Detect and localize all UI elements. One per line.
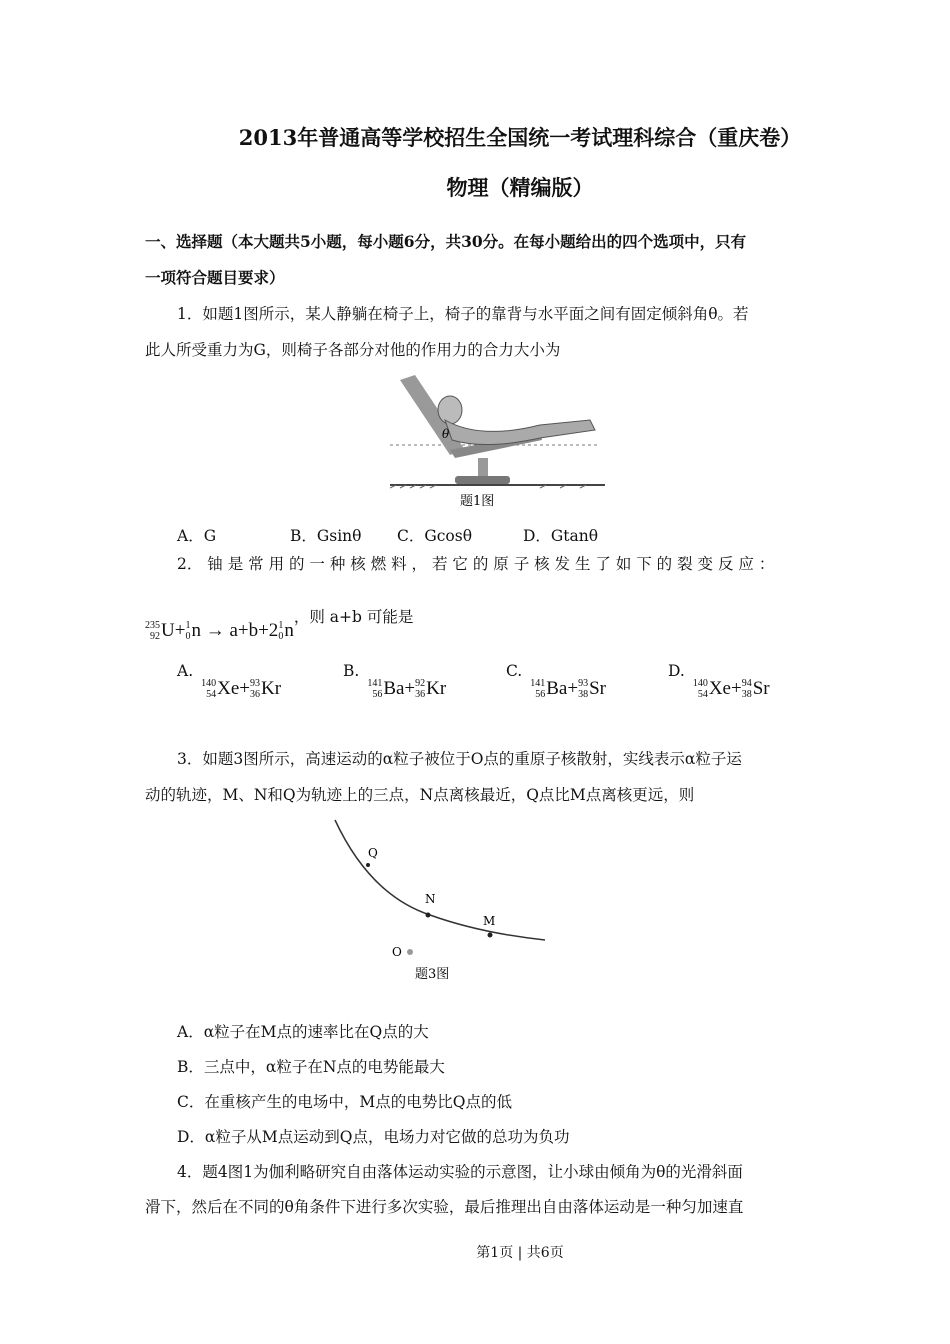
q3-text-cont: 动的轨迹，M、N和Q为轨迹上的三点，N点离核最近，Q点比M点离核更远，则 [145,786,695,804]
q3-option-c: C．在重核产生的电场中，M点的电势比Q点的低 [177,1093,512,1111]
page-subtitle: 物理（精编版） [446,175,594,200]
section-header-cont: 一项符合题目要求） [145,268,285,287]
q3-option-d: D．α粒子从M点运动到Q点，电场力对它做的总功为负功 [177,1128,570,1146]
figure-caption: 题1图 [460,494,495,509]
q2-option-b: B. 141 56 Ba+ 92 36 Kr [343,662,447,700]
q3-option-a: A．α粒子在M点的速率比在Q点的大 [177,1023,429,1041]
q2-option-d: D. 140 54 Xe+ 94 38 Sr [668,662,770,700]
q3-option-b: B．三点中，α粒子在N点的电势能最大 [177,1058,445,1076]
q2-option-c: C. 141 56 Ba+ 93 38 Sr [506,662,606,700]
q2-equation: 235 92 U+ 1 0 n → a+b+2 1 0 n ，则 a+b 可能是 [145,608,414,642]
q1-figure-chair [390,370,610,515]
q1-option-a: A．G [177,527,217,545]
point-o-label: O [392,945,402,959]
q2-text: 2． 铀 是 常 用 的 一 种 核 燃 料 ， 若 它 的 原 子 核 发 生 了 如 下 的 裂 变 反 应 ： [177,555,775,573]
page-footer: 第1页 | 共6页 [476,1245,564,1261]
figure-caption: 题3图 [415,967,450,982]
point-n-label: N [425,892,436,906]
page-title: 2013年普通高等学校招生全国统一考试理科综合（重庆卷） [238,125,802,150]
q1-text: 1．如题1图所示，某人静躺在椅子上，椅子的靠背与水平面之间有固定倾斜角θ。若 [177,305,749,323]
section-header: 一、选择题（本大题共5小题，每小题6分，共30分。在每小题给出的四个选项中，只有 [145,232,747,251]
q1-option-d: D．Gtanθ [523,527,599,545]
q2-option-a: A. 140 54 Xe+ 93 36 Kr [177,662,282,700]
point-m-label: M [483,914,496,928]
point-q-label: Q [368,846,378,860]
q4-text: 4．题4图1为伽利略研究自由落体运动实验的示意图，让小球由倾角为θ的光滑斜面 [177,1163,743,1181]
q4-text-cont: 滑下，然后在不同的θ角条件下进行多次实验，最后推理出自由落体运动是一种匀加速直 [145,1198,744,1216]
q3-figure-trajectory [330,815,555,990]
theta-label: θ [442,427,450,441]
q1-option-b: B．Gsinθ [290,527,362,545]
q1-text-cont: 此人所受重力为G，则椅子各部分对他的作用力的合力大小为 [145,341,561,359]
q1-option-c: C．Gcosθ [397,527,473,545]
q3-text: 3．如题3图所示，高速运动的α粒子被位于O点的重原子核散射，实线表示α粒子运 [177,750,742,768]
